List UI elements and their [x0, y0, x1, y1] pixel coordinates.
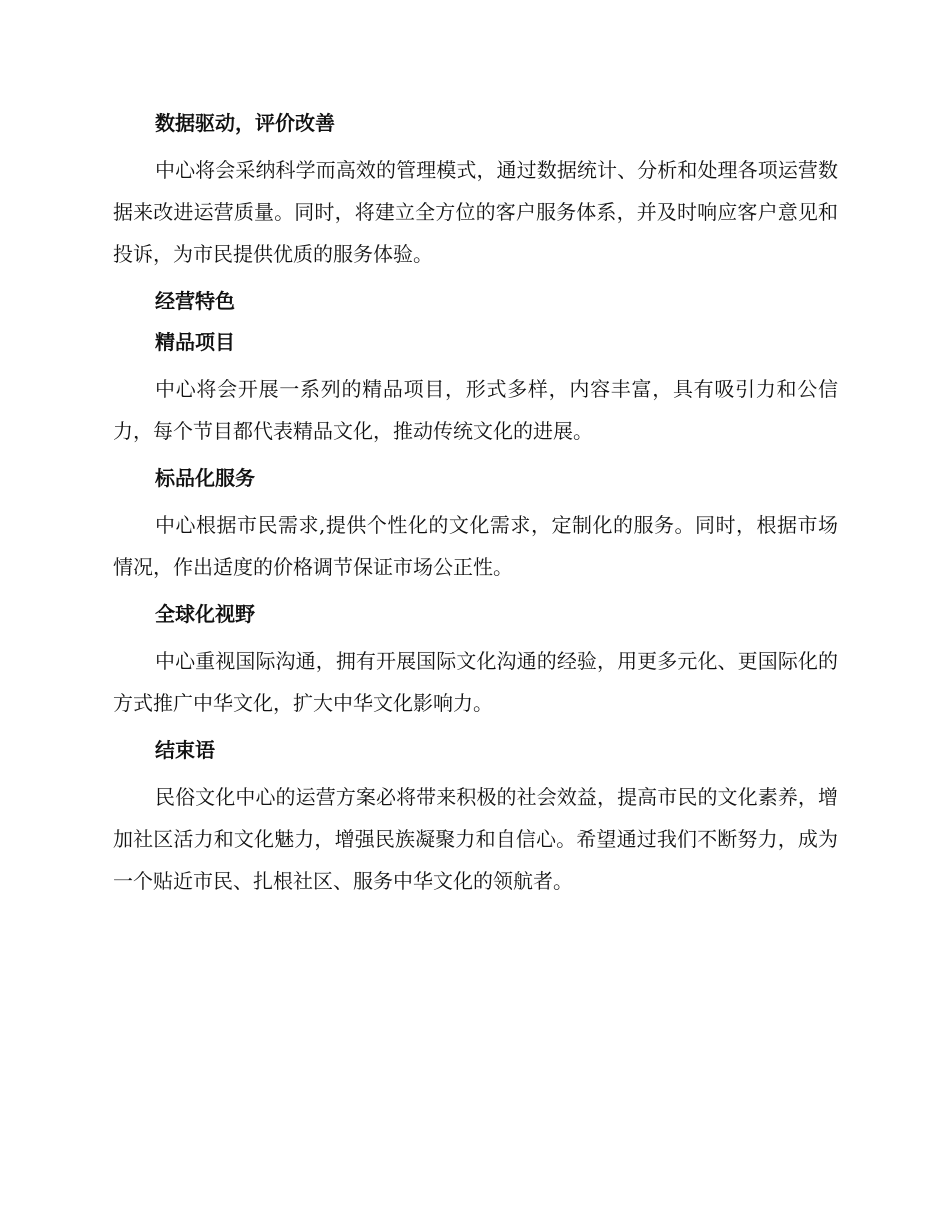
document-body — [113, 108, 838, 902]
section-paragraph-data-driven: 中心将会采纳科学而高效的管理模式，通过数据统计、分析和处理各项运营数据来改进运营质量。同时，将建立全方位的客户服务体系，并及时响应客户意见和投诉，为市民提供优质的服务体验。 — [113, 158, 838, 266]
section-heading-standard-service: 标品化服务 — [155, 466, 255, 490]
section-paragraph-premium-projects: 中心将会开展一系列的精品项目，形式多样，内容丰富，具有吸引力和公信力，每个节目都代表精品文化，推动传统文化的进展。 — [113, 377, 838, 443]
section-heading-global-vision: 全球化视野 — [155, 602, 255, 626]
section-heading-data-driven: 数据驱动，评价改善 — [155, 111, 335, 135]
section-heading-conclusion: 结束语 — [155, 738, 215, 762]
section-heading-business-features: 经营特色 — [155, 289, 235, 313]
section-paragraph-global-vision: 中心重视国际沟通，拥有开展国际文化沟通的经验，用更多元化、更国际化的方式推广中华文化，扩大中华文化影响力。 — [113, 649, 838, 715]
section-paragraph-conclusion: 民俗文化中心的运营方案必将带来积极的社会效益，提高市民的文化素养，增加社区活力和文化魅力，增强民族凝聚力和自信心。希望通过我们不断努力，成为一个贴近市民、扎根社区、服务中华文化的领航者。 — [113, 785, 838, 893]
section-paragraph-standard-service: 中心根据市民需求,提供个性化的文化需求，定制化的服务。同时，根据市场情况，作出适度的价格调节保证市场公正性。 — [113, 513, 838, 579]
section-heading-premium-projects: 精品项目 — [155, 330, 235, 354]
